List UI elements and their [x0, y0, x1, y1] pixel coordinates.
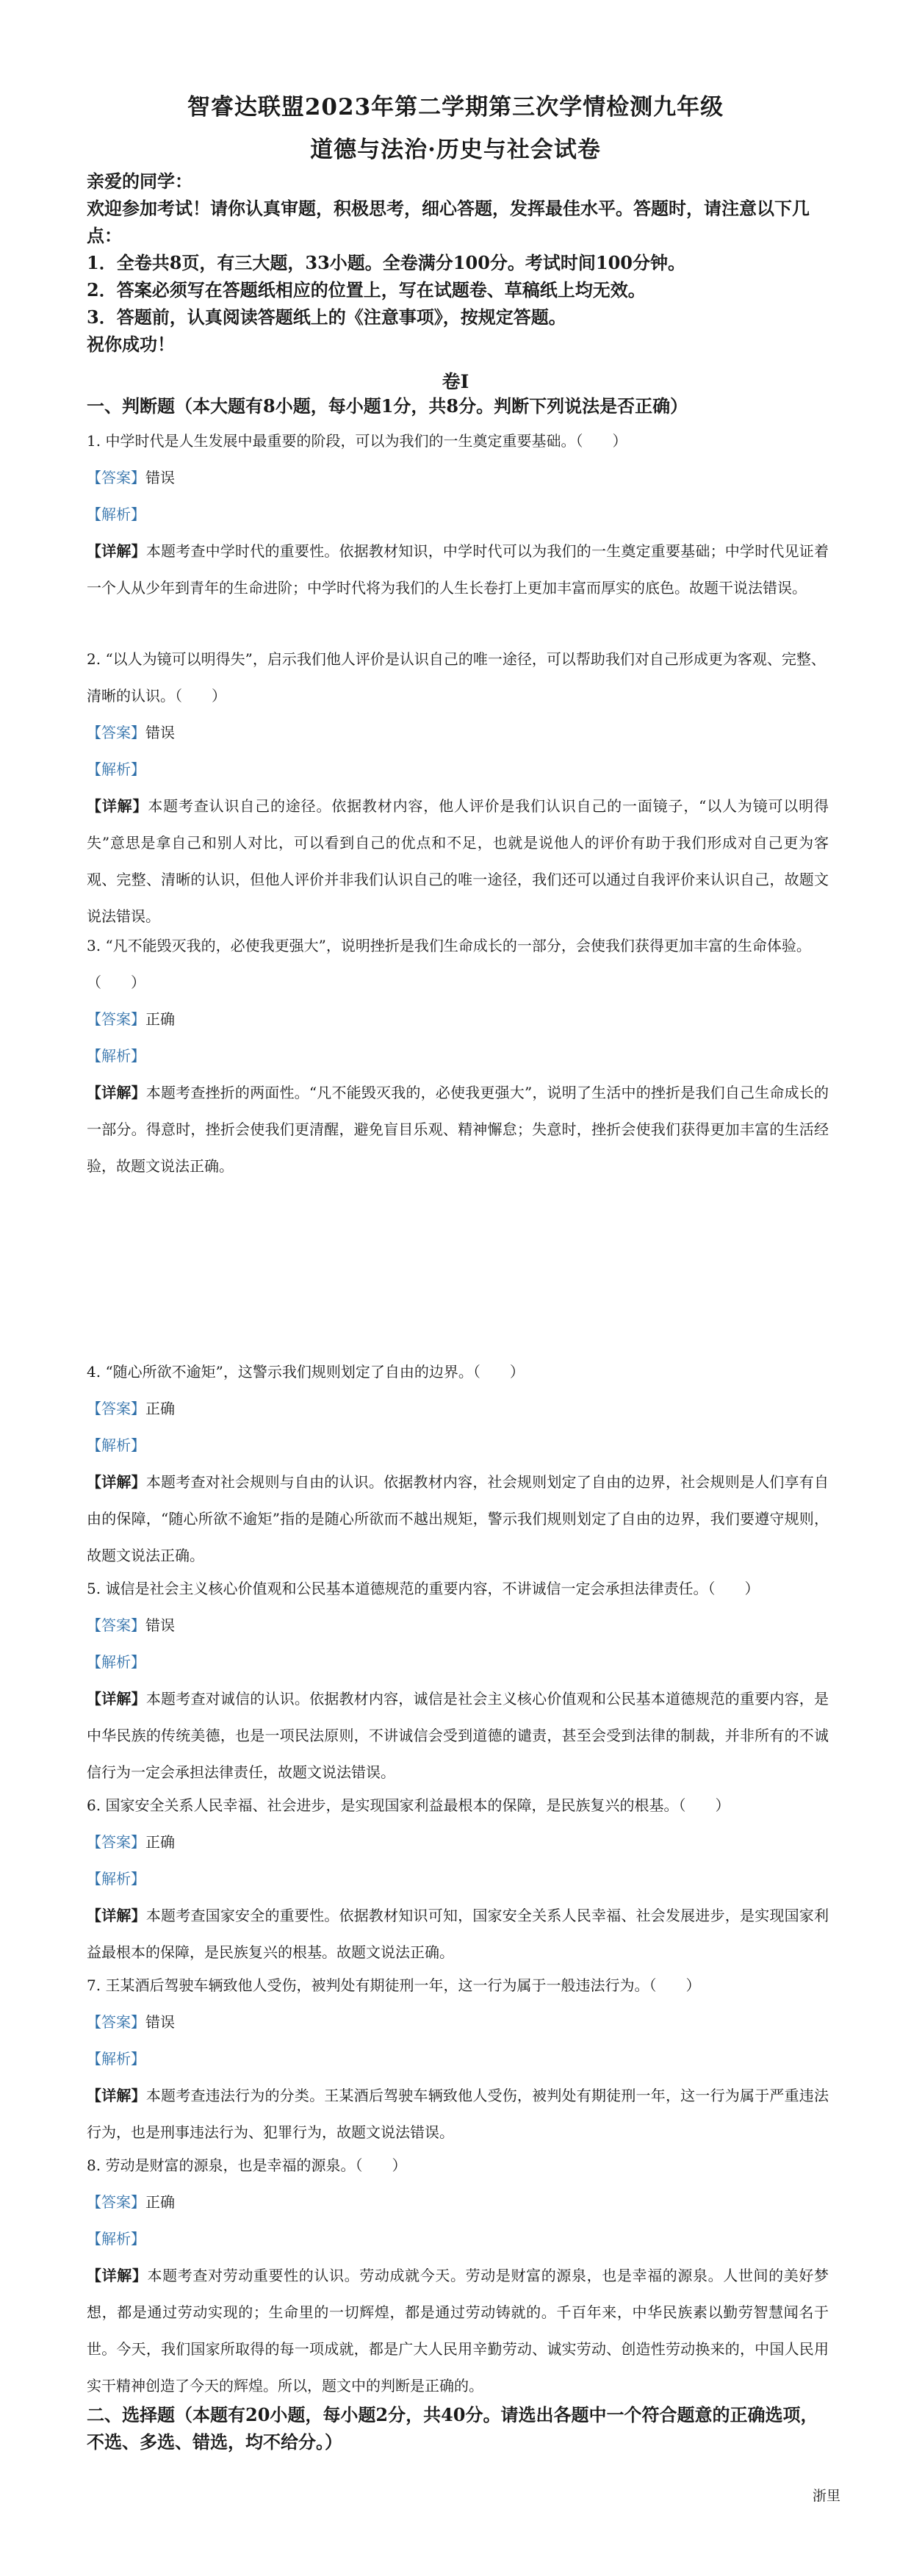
volume-label: 卷Ⅰ: [442, 371, 469, 392]
answer-value: 错误: [145, 1616, 175, 1634]
analysis-tag-7: 【解析】: [87, 2050, 145, 2068]
detail-1: [87, 533, 829, 606]
answer-tag: 【答案】: [87, 1833, 145, 1851]
detail-4: [87, 1464, 829, 1574]
exam-title-line2: 道德与法治·历史与社会试卷: [310, 137, 601, 163]
answer-tag: 【答案】: [87, 469, 145, 486]
rule-2: 2．答案必须写在答题纸相应的位置上，写在试题卷、草稿纸上均无效。: [87, 279, 646, 301]
answer-value: 错误: [145, 469, 175, 486]
answer-tag: 【答案】: [87, 724, 145, 741]
analysis-tag-2: 【解析】: [87, 760, 145, 778]
detail-tag: 【详解】: [87, 2087, 146, 2104]
detail-5: [87, 1680, 829, 1791]
detail-text: 本题考查挫折的两面性。“凡不能毁灭我的，必使我更强大”，说明了生活中的挫折是我们自己生命成长的一部分。得意时，挫折会使我们更清醒，避免盲目乐观、精神懈怠；失意时，挫折会使我们获得更加丰富的生活经验，故题文说法正确。: [87, 1084, 829, 1175]
detail-text: 本题考查对社会规则与自由的认识。依据教材内容，社会规则划定了自由的边界，社会规则是人们享有自由的保障，“随心所欲不逾矩”指的是随心所欲而不越出规矩，警示我们规则划定了自由的边界，我们要遵守规则，故题文说法正确。: [87, 1473, 829, 1564]
instructions: [87, 168, 829, 358]
detail-2: [87, 788, 829, 935]
answer-value: 正确: [145, 1833, 175, 1851]
detail-tag: 【详解】: [87, 542, 146, 560]
rule-3: 3．答题前，认真阅读答题纸上的《注意事项》，按规定答题。: [87, 306, 566, 328]
answer-1: [87, 459, 829, 496]
analysis-tag-5: 【解析】: [87, 1653, 145, 1671]
answer-2: [87, 714, 829, 751]
answer-5: [87, 1607, 829, 1644]
detail-tag: 【详解】: [87, 1473, 146, 1491]
analysis-tag-3: 【解析】: [87, 1047, 145, 1065]
detail-tag: 【详解】: [87, 1084, 146, 1101]
answer-7: [87, 2004, 829, 2040]
answer-value: 正确: [145, 2193, 175, 2211]
section-1-heading: 一、判断题（本大题有8小题，每小题1分，共8分。判断下列说法是否正确）: [87, 395, 688, 417]
analysis-tag-6: 【解析】: [87, 1870, 145, 1888]
detail-tag: 【详解】: [87, 2267, 148, 2284]
answer-value: 正确: [145, 1010, 175, 1028]
question-1: 1. 中学时代是人生发展中最重要的阶段，可以为我们的一生奠定重要基础。（ ）: [87, 432, 627, 450]
question-4: 4. “随心所欲不逾矩”，这警示我们规则划定了自由的边界。（ ）: [87, 1363, 525, 1381]
question-7: 7. 王某酒后驾驶车辆致他人受伤，被判处有期徒刑一年，这一行为属于一般违法行为。（ ）: [87, 1976, 701, 1994]
answer-value: 正确: [145, 1400, 175, 1417]
analysis-tag-4: 【解析】: [87, 1436, 145, 1454]
answer-4: [87, 1390, 829, 1427]
question-6: 6. 国家安全关系人民幸福、社会进步，是实现国家利益最根本的保障，是民族复兴的根基。（ ）: [87, 1796, 730, 1814]
detail-text: 本题考查违法行为的分类。王某酒后驾驶车辆致他人受伤，被判处有期徒刑一年，这一行为属于严重违法行为，也是刑事违法行为、犯罪行为，故题文说法错误。: [87, 2087, 829, 2141]
answer-8: [87, 2184, 829, 2220]
analysis-tag-8: 【解析】: [87, 2230, 145, 2248]
detail-text: 本题考查中学时代的重要性。依据教材知识，中学时代可以为我们的一生奠定重要基础；中学时代见证着一个人从少年到青年的生命进阶；中学时代将为我们的人生长卷打上更加丰富而厚实的底色。故题干说法错误。: [87, 542, 829, 597]
detail-text: 本题考查对诚信的认识。依据教材内容，诚信是社会主义核心价值观和公民基本道德规范的重要内容，是中华民族的传统美德，也是一项民法原则，不讲诚信会受到道德的谴责，甚至会受到法律的制裁，并非所有的不诚信行为一定会承担法律责任，故题文说法错误。: [87, 1690, 829, 1781]
detail-tag: 【详解】: [87, 1690, 146, 1708]
rule-1: 1．全卷共8页，有三大题，33小题。全卷满分100分。考试时间100分钟。: [87, 252, 685, 273]
question-2: 2. “以人为镜可以明得失”，启示我们他人评价是认识自己的唯一途径，可以帮助我们对自己形成更为客观、完整、清晰的认识。（ ）: [87, 650, 826, 705]
answer-tag: 【答案】: [87, 1616, 145, 1634]
question-5: 5. 诚信是社会主义核心价值观和公民基本道德规范的重要内容，不讲诚信一定会承担法律责任。（ ）: [87, 1580, 760, 1597]
answer-tag: 【答案】: [87, 2013, 145, 2031]
detail-tag: 【详解】: [87, 1907, 146, 1924]
answer-tag: 【答案】: [87, 1400, 145, 1417]
detail-3: [87, 1074, 829, 1184]
detail-7: [87, 2077, 829, 2151]
exam-title-line1: 智睿达联盟2023年第二学期第三次学情检测九年级: [187, 94, 724, 120]
detail-text: 本题考查对劳动重要性的认识。劳动成就今天。劳动是财富的源泉，也是幸福的源泉。人世间的美好梦想，都是通过劳动实现的；生命里的一切辉煌，都是通过劳动铸就的。千百年来，中华民族素以勤劳智慧闻名于世。今天，我们国家所取得的每一项成就，都是广大人民用辛勤劳动、诚实劳动、创造性劳动换来的，中国人民用实干精神创造了今天的辉煌。所以，题文中的判断是正确的。: [87, 2267, 829, 2395]
detail-8: [87, 2257, 829, 2404]
question-3: 3. “凡不能毁灭我的，必使我更强大”，说明挫折是我们生命成长的一部分，会使我们获得更加丰富的生命体验。（ ）: [87, 937, 811, 991]
answer-6: [87, 1824, 829, 1860]
footer-region: 浙里: [812, 2488, 840, 2504]
section-2-heading: 二、选择题（本题有20小题，每小题2分，共40分。请选出各题中一个符合题意的正确选项，不选、多选、错选，均不给分。）: [87, 2404, 818, 2453]
analysis-tag-1: 【解析】: [87, 506, 145, 523]
welcome-text: 欢迎参加考试！请你认真审题，积极思考，细心答题，发挥最佳水平。答题时，请注意以下几点：: [87, 198, 810, 246]
detail-tag: 【详解】: [87, 797, 148, 815]
greeting: 亲爱的同学：: [87, 170, 192, 192]
detail-6: [87, 1897, 829, 1971]
detail-text: 本题考查国家安全的重要性。依据教材知识可知，国家安全关系人民幸福、社会发展进步，是实现国家利益最根本的保障，是民族复兴的根基。故题文说法正确。: [87, 1907, 829, 1961]
answer-tag: 【答案】: [87, 2193, 145, 2211]
wish: 祝你成功！: [87, 334, 175, 355]
answer-value: 错误: [145, 2013, 175, 2031]
answer-3: [87, 1001, 829, 1037]
question-8: 8. 劳动是财富的源泉，也是幸福的源泉。（ ）: [87, 2156, 407, 2174]
answer-tag: 【答案】: [87, 1010, 145, 1028]
answer-value: 错误: [145, 724, 175, 741]
detail-text: 本题考查认识自己的途径。依据教材内容，他人评价是我们认识自己的一面镜子，“以人为镜可以明得失”意思是拿自己和别人对比，可以看到自己的优点和不足，也就是说他人的评价有助于我们形成对自己更为客观、完整、清晰的认识，但他人评价并非我们认识自己的唯一途径，我们还可以通过自我评价来认识自己，故题文说法错误。: [87, 797, 829, 925]
